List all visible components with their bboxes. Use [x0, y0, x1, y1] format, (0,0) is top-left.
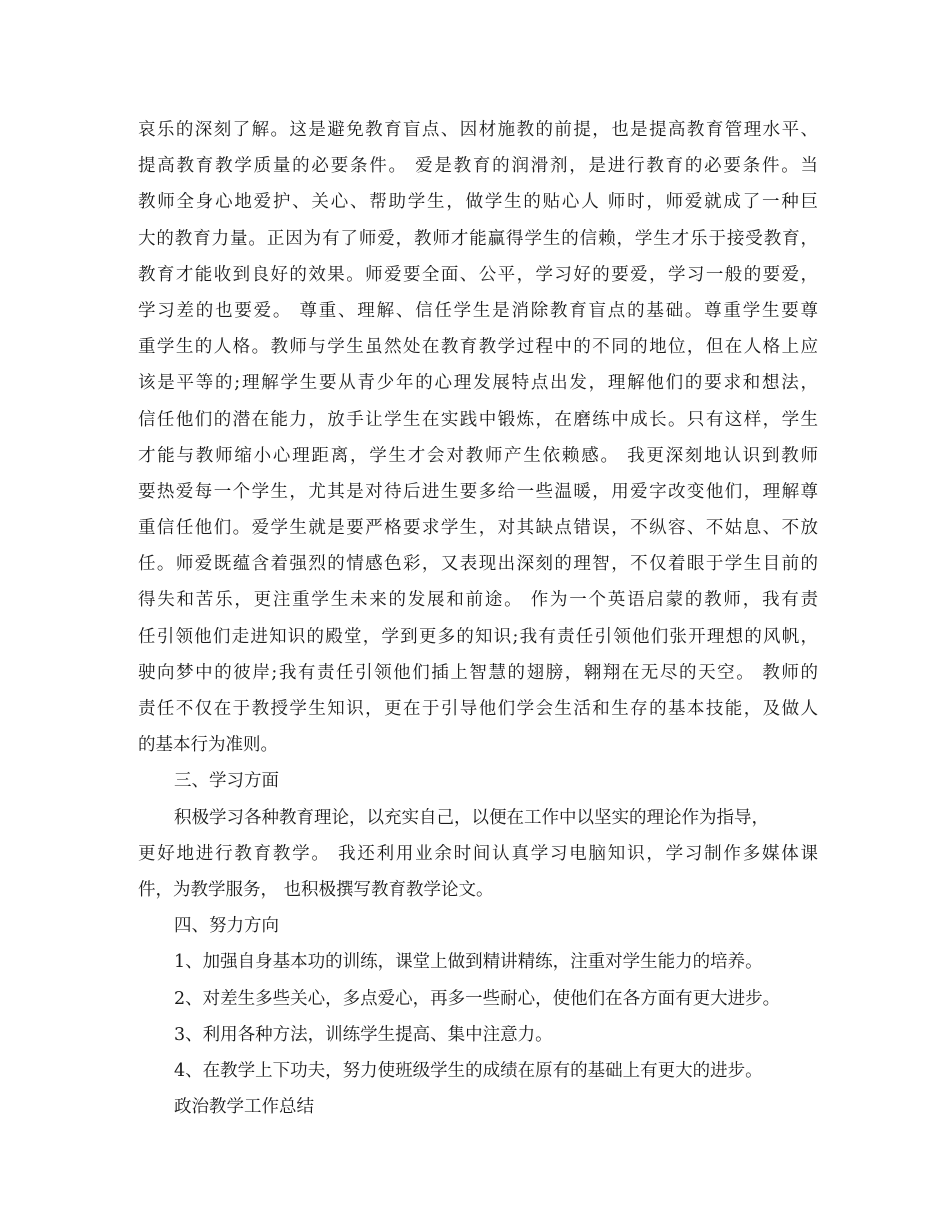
- section-study-line: 更好地进行教育教学。 我还利用业余时间认真学习电脑知识，学习制作多媒体课: [138, 843, 818, 864]
- closing-title: 政治教学工作总结: [174, 1097, 314, 1118]
- paragraph-line: 教师全身心地爱护、关心、帮助学生，做学生的贴心人 师时，师爱就成了一种巨: [138, 192, 818, 213]
- paragraph-line: 任。师爱既蕴含着强烈的情感色彩，又表现出深刻的理智，不仅着眼于学生目前的: [138, 554, 818, 575]
- direction-list-item: 2、对差生多些关心，多点爱心，再多一些耐心，使他们在各方面有更大进步。: [174, 988, 781, 1009]
- document-body: [138, 112, 818, 1125]
- section-heading-study: 三、学习方面: [174, 771, 279, 792]
- paragraph-line: 责任不仅在于教授学生知识，更在于引导他们学会生活和生存的基本技能，及做人: [138, 699, 818, 719]
- paragraph-line: 学习差的也要爱。 尊重、理解、信任学生是消除教育盲点的基础。尊重学生要尊: [138, 300, 818, 321]
- paragraph-line: 才能与教师缩小心理距离，学生才会对教师产生依赖感。 我更深刻地认识到教师: [138, 445, 818, 466]
- paragraph-line: 任引领他们走进知识的殿堂，学到更多的知识;我有责任引领他们张开理想的风帆，: [138, 626, 818, 647]
- paragraph-line: 提高教育教学质量的必要条件。 爱是教育的润滑剂，是进行教育的必要条件。当: [138, 156, 818, 177]
- direction-list-item: 4、在教学上下功夫，努力使班级学生的成绩在原有的基础上有更大的进步。: [174, 1060, 763, 1081]
- direction-list-item: 3、利用各种方法，训练学生提高、集中注意力。: [174, 1024, 553, 1045]
- section-study-line: 积极学习各种教育理论，以充实自己，以便在工作中以坚实的理论作为指导，: [174, 807, 769, 828]
- direction-list-item: 1、加强自身基本功的训练，课堂上做到精讲精练，注重对学生能力的培养。: [174, 952, 763, 973]
- paragraph-line: 驶向梦中的彼岸;我有责任引领他们插上智慧的翅膀，翱翔在无尽的天空。 教师的: [138, 662, 818, 683]
- section-study-line: 件，为教学服务， 也积极撰写教育教学论文。: [138, 879, 494, 900]
- paragraph-line: 大的教育力量。正因为有了师爱，教师才能赢得学生的信赖，学生才乐于接受教育，: [138, 228, 818, 249]
- paragraph-line: 重信任他们。爱学生就是要严格要求学生，对其缺点错误，不纵容、不姑息、不放: [138, 518, 818, 539]
- paragraph-line: 哀乐的深刻了解。这是避免教育盲点、因材施教的前提，也是提高教育管理水平、: [138, 120, 818, 140]
- paragraph-line: 该是平等的;理解学生要从青少年的心理发展特点出发，理解他们的要求和想法，: [138, 373, 818, 394]
- section-heading-direction: 四、努力方向: [174, 916, 279, 937]
- paragraph-line: 的基本行为准则。: [138, 735, 278, 756]
- paragraph-line: 得失和苦乐，更注重学生未来的发展和前途。 作为一个英语启蒙的教师，我有责: [138, 590, 818, 611]
- paragraph-line: 重学生的人格。教师与学生虽然处在教育教学过程中的不同的地位，但在人格上应: [138, 337, 818, 358]
- paragraph-line: 要热爱每一个学生，尤其是对待后进生要多给一些温暖，用爱字改变他们，理解尊: [138, 481, 818, 502]
- paragraph-line: 信任他们的潜在能力，放手让学生在实践中锻炼，在磨练中成长。只有这样，学生: [138, 409, 818, 430]
- paragraph-line: 教育才能收到良好的效果。师爱要全面、公平，学习好的要爱，学习一般的要爱，: [138, 264, 818, 285]
